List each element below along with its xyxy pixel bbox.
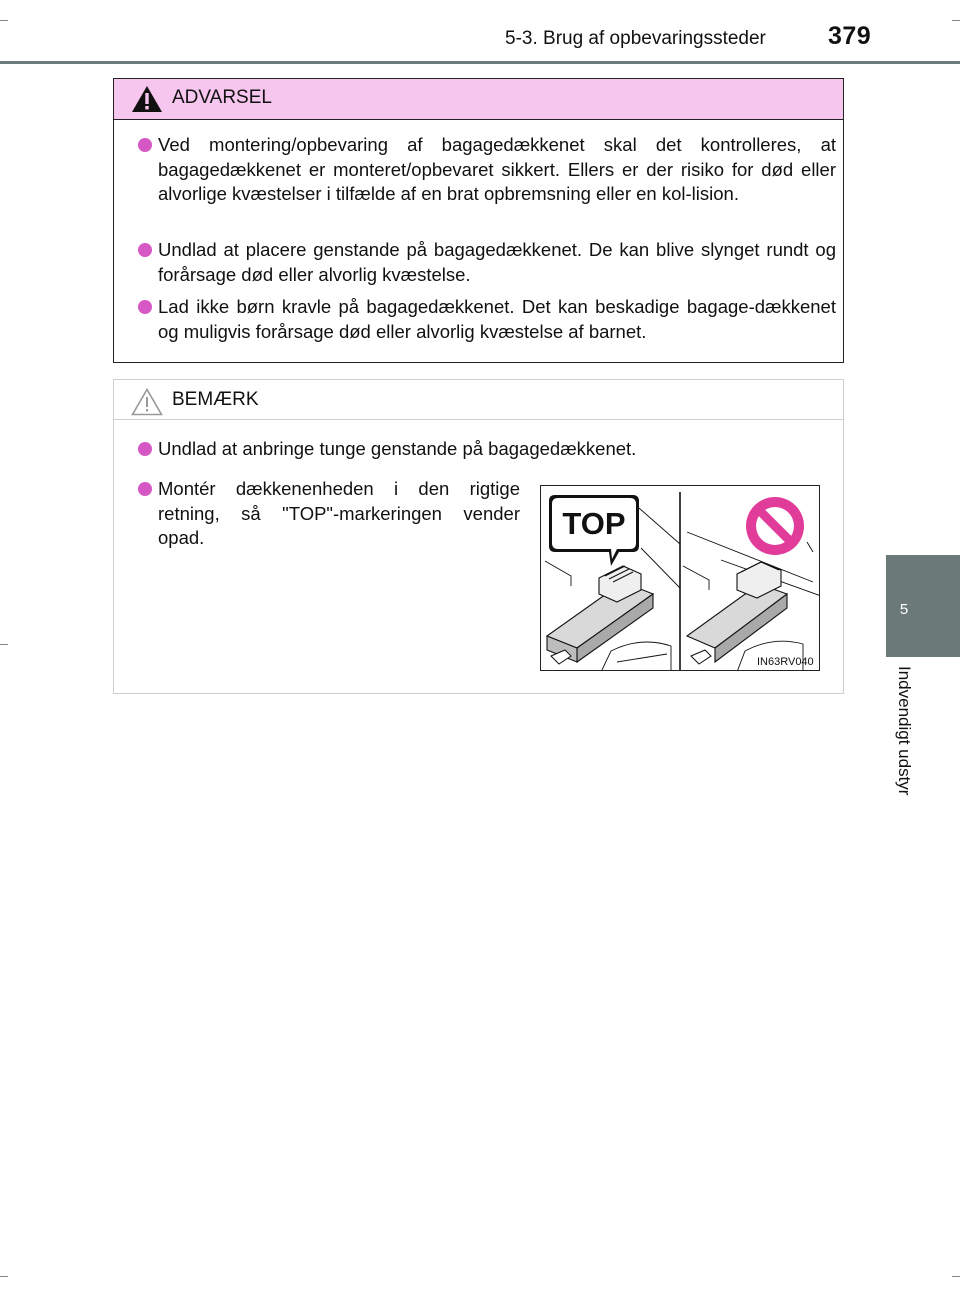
header-rule — [0, 61, 960, 64]
bullet-icon — [138, 442, 152, 456]
crop-mark — [952, 1276, 960, 1277]
crop-mark — [0, 644, 8, 645]
warning-header — [114, 79, 843, 120]
notice-header — [114, 380, 843, 420]
crop-mark — [952, 20, 960, 21]
warning-triangle-icon — [131, 85, 163, 113]
notice-title: BEMÆRK — [172, 389, 259, 410]
warning-item: Lad ikke børn kravle på bagagedækkenet. Det kan beskadige bagage-dækkenet og muligvis forårsage død eller alvorlig kvæstelse af barnet. — [158, 295, 836, 344]
bullet-icon — [138, 482, 152, 496]
chapter-tab — [886, 555, 960, 657]
chapter-label — [888, 666, 920, 826]
crop-mark — [0, 1276, 8, 1277]
warning-box — [113, 78, 844, 363]
cover-orientation-figure — [540, 485, 820, 671]
page-number: 379 — [828, 22, 872, 50]
bullet-icon — [138, 138, 152, 152]
warning-item: Undlad at placere genstande på bagagedækkenet. De kan blive slynget rundt og forårsage død eller alvorlig kvæstelse. — [158, 238, 836, 287]
notice-item: Undlad at anbringe tunge genstande på bagagedækkenet. — [158, 437, 836, 462]
cover-illustration — [541, 486, 820, 671]
notice-triangle-icon — [131, 388, 163, 416]
warning-title: ADVARSEL — [172, 87, 272, 108]
warning-item: Ved montering/opbevaring af bagagedækkenet skal det kontrolleres, at bagagedækkenet er monteret/opbevaret sikkert. Ellers er der risiko for død eller alvorlige kvæstelser i tilfælde af en brat opbremsning eller en kol-lision. — [158, 133, 836, 207]
chapter-number: 5 — [899, 601, 909, 618]
chapter-label-text: Indvendigt udstyr — [895, 666, 914, 796]
figure-code: IN63RV040 — [757, 656, 814, 668]
crop-mark — [0, 20, 8, 21]
notice-item: Montér dækkenenheden i den rigtige retning, så "TOP"-markeringen vender opad. — [158, 477, 520, 551]
section-title: 5-3. Brug af opbevaringssteder — [505, 28, 766, 49]
top-label: TOP — [562, 506, 626, 541]
bullet-icon — [138, 243, 152, 257]
bullet-icon — [138, 300, 152, 314]
